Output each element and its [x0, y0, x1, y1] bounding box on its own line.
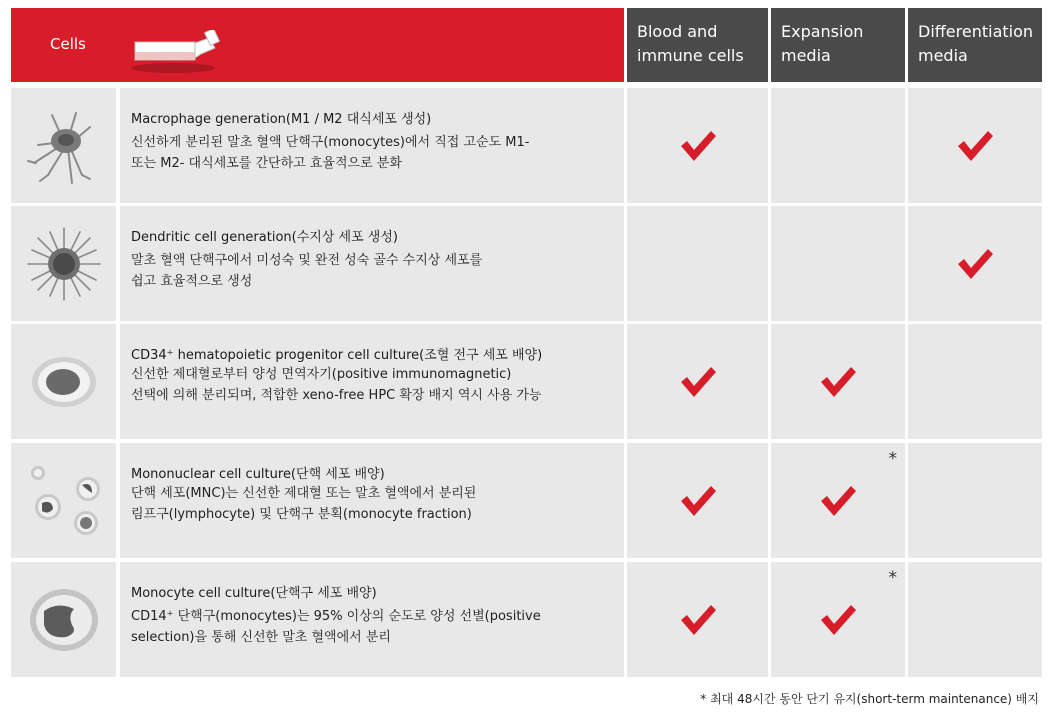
differentiation-cell [908, 324, 1042, 439]
row-title: Monocyte cell culture(단핵구 세포 배양) [131, 586, 377, 601]
mononuclear-cells-icon [22, 463, 106, 539]
check-icon [679, 603, 717, 637]
row-description-line: selection)을 통해 신선한 말초 혈액에서 분리 [131, 630, 391, 645]
row-icon-cell [11, 562, 116, 677]
row-text-cell [120, 562, 624, 677]
differentiation-cell [908, 443, 1042, 558]
row-description-line: 선택에 의해 분리되며, 적합한 xeno-free HPC 확장 배지 역시 사용 가능 [131, 388, 542, 403]
row-icon-cell [11, 443, 116, 558]
column-header-line: Expansion [781, 22, 864, 41]
row-title: Macrophage generation(M1 / M2 대식세포 생성) [131, 112, 432, 127]
footnote-asterisk: * [888, 449, 897, 469]
row-description [131, 606, 601, 648]
row-text-cell [120, 206, 624, 321]
check-icon [679, 484, 717, 518]
row-description-line: CD14⁺ 단핵구(monocytes)는 95% 이상의 순도로 양성 선별(positive [131, 609, 541, 624]
row-description-line: 신선한 제대혈로부터 양성 면역자기(positive immunomagnetic) [131, 367, 512, 382]
row-description [131, 364, 601, 406]
column-header-expansion [771, 8, 905, 82]
row-description-line: 림프구(lymphocyte) 및 단핵구 분획(monocyte fraction) [131, 507, 472, 522]
row-title: Mononuclear cell culture(단핵 세포 배양) [131, 467, 385, 482]
row-text-cell [120, 88, 624, 203]
column-header-line: Differentiation [918, 22, 1034, 41]
dendritic-cell-icon [24, 224, 104, 304]
column-header-line: Blood and [637, 22, 718, 41]
progenitor-cell-icon [29, 354, 99, 410]
column-header-line: media [918, 46, 968, 65]
expansion-cell [771, 562, 905, 677]
check-icon [819, 603, 857, 637]
differentiation-cell [908, 206, 1042, 321]
row-description [131, 483, 601, 525]
row-title: CD34⁺ hematopoietic progenitor cell culture(조혈 전구 세포 배양) [131, 348, 543, 363]
row-description-line: 쉽고 효율적으로 생성 [131, 274, 253, 289]
row-text-cell [120, 443, 624, 558]
check-icon [956, 247, 994, 281]
blood-immune-cell [627, 562, 768, 677]
differentiation-cell [908, 562, 1042, 677]
expansion-cell [771, 324, 905, 439]
check-icon [679, 129, 717, 163]
row-description-line: 말초 혈액 단핵구에서 미성숙 및 완전 성숙 골수 수지상 세포를 [131, 253, 483, 268]
column-header-blood-immune [627, 8, 768, 82]
blood-immune-cell [627, 324, 768, 439]
row-icon-cell [11, 88, 116, 203]
header-cells [11, 8, 624, 82]
check-icon [819, 484, 857, 518]
column-header-line: media [781, 46, 831, 65]
row-icon-cell [11, 324, 116, 439]
macrophage-icon [24, 105, 104, 187]
expansion-cell [771, 88, 905, 203]
culture-flask-icon [129, 30, 229, 74]
expansion-cell [771, 443, 905, 558]
blood-immune-cell [627, 88, 768, 203]
footnote-asterisk: * [888, 568, 897, 588]
row-title: Dendritic cell generation(수지상 세포 생성) [131, 230, 398, 245]
row-icon-cell [11, 206, 116, 321]
check-icon [679, 365, 717, 399]
check-icon [819, 365, 857, 399]
cells-label: Cells [50, 35, 86, 53]
footnote: * 최대 48시간 동안 단기 유지(short-term maintenance) 배지 [700, 692, 1039, 706]
row-description-line: 신선하게 분리된 말초 혈액 단핵구(monocytes)에서 직접 고순도 M1- [131, 135, 530, 150]
blood-immune-cell [627, 206, 768, 321]
row-description-line: 또는 M2- 대식세포를 간단하고 효율적으로 분화 [131, 156, 402, 171]
column-header-line: immune cells [637, 46, 744, 65]
expansion-cell [771, 206, 905, 321]
differentiation-cell [908, 88, 1042, 203]
column-header-differentiation [908, 8, 1042, 82]
check-icon [956, 129, 994, 163]
row-description [131, 132, 601, 174]
blood-immune-cell [627, 443, 768, 558]
row-text-cell [120, 324, 624, 439]
row-description-line: 단핵 세포(MNC)는 신선한 제대혈 또는 말초 혈액에서 분리된 [131, 486, 477, 501]
row-description [131, 250, 601, 292]
monocyte-icon [28, 587, 100, 653]
